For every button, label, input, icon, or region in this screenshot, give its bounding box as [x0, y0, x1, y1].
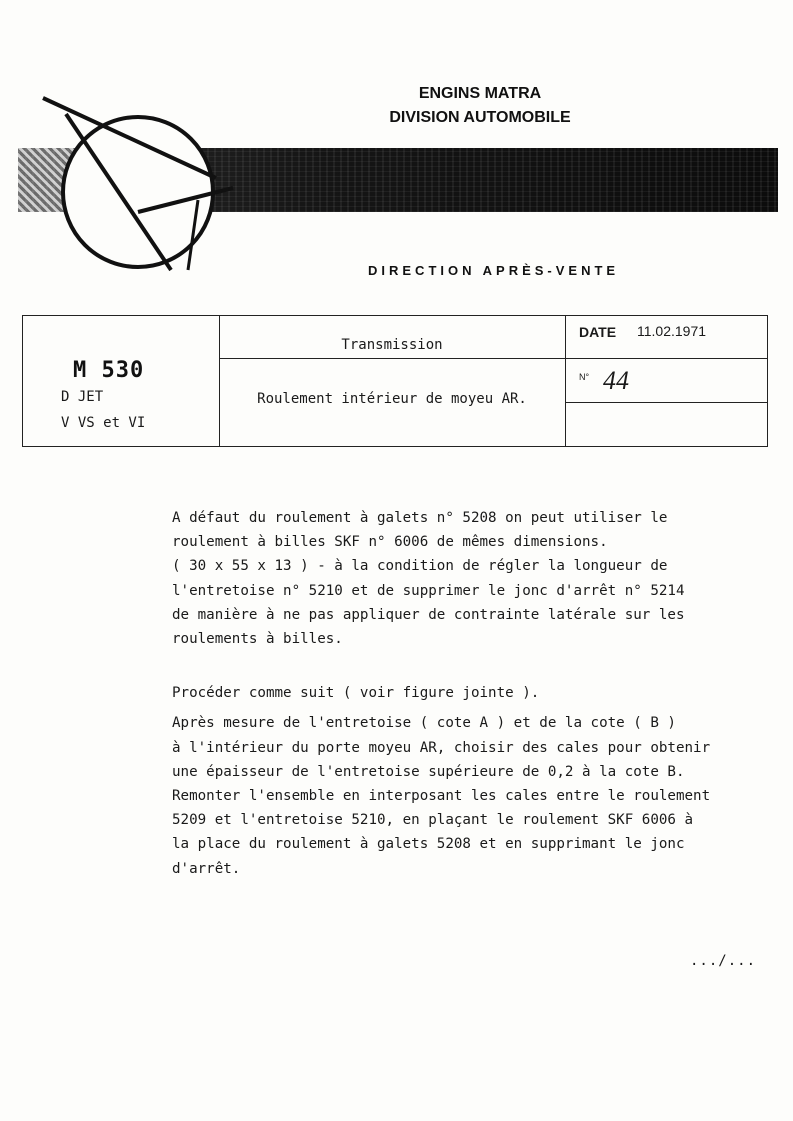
- body-line: une épaisseur de l'entretoise supérieure de 0,2 à la cote B.: [172, 763, 685, 780]
- body-line: d'arrêt.: [172, 860, 241, 877]
- body-line: roulement à billes SKF n° 6006 de mêmes dimensions.: [172, 534, 608, 551]
- body-text: [172, 506, 772, 881]
- subject-label: Roulement intérieur de moyeu AR.: [257, 391, 527, 407]
- continued-marker: .../...: [690, 953, 757, 969]
- body-line: 5209 et l'entretoise 5210, en plaçant le roulement SKF 6006 à: [172, 812, 694, 829]
- company-division: DIVISION AUTOMOBILE: [389, 109, 571, 126]
- body-line: roulements à billes.: [172, 631, 343, 648]
- date-label: DATE: [579, 324, 617, 340]
- body-line: Remonter l'ensemble en interposant les cales entre le roulement: [172, 788, 711, 805]
- body-line: l'entretoise n° 5210 et de supprimer le jonc d'arrêt n° 5214: [172, 582, 685, 599]
- company-name: ENGINS MATRA: [418, 85, 542, 102]
- model-versions: V VS et VI: [61, 415, 146, 431]
- body-line: à l'intérieur du porte moyeu AR, choisir des cales pour obtenir: [172, 739, 711, 756]
- matra-logo-icon: [38, 92, 238, 277]
- model-number: M 530: [73, 358, 145, 383]
- bulletin-number: 44: [603, 366, 629, 395]
- body-line: Après mesure de l'entretoise ( cote A ) et de la cote ( B ): [172, 715, 676, 732]
- model-variant: D JET: [61, 389, 104, 405]
- body-line: Procéder comme suit ( voir figure jointe ).: [172, 685, 540, 702]
- date-value: 11.02.1971: [637, 323, 707, 339]
- body-line: la place du roulement à galets 5208 et en supprimant le jonc: [172, 836, 685, 853]
- body-line: ( 30 x 55 x 13 ) - à la condition de régler la longueur de: [172, 558, 668, 575]
- category-label: Transmission: [341, 337, 443, 353]
- department-title: DIRECTION APRÈS-VENTE: [368, 263, 620, 278]
- body-line: de manière à ne pas appliquer de contrainte latérale sur les: [172, 606, 685, 623]
- company-header: [380, 82, 580, 130]
- number-label: N°: [579, 372, 590, 382]
- bulletin-info-box: [22, 315, 768, 447]
- body-line: A défaut du roulement à galets n° 5208 on peut utiliser le: [172, 510, 668, 526]
